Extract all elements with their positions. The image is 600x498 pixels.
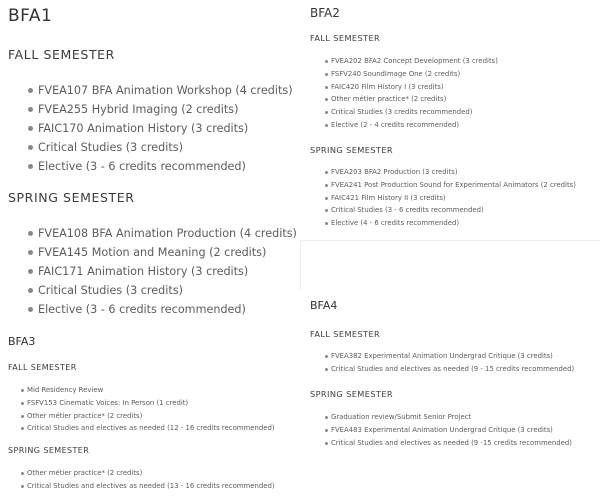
list-item: Critical Studies (3 credits recommended) <box>331 106 498 119</box>
bfa4-spring-list <box>331 411 572 449</box>
list-item: Critical Studies (3 credits) <box>38 138 293 157</box>
list-item: FAIC170 Animation History (3 credits) <box>38 119 293 138</box>
bfa3-fall-list <box>27 384 275 435</box>
bfa2-fall-heading: FALL SEMESTER <box>310 33 381 43</box>
bfa3-panel <box>0 326 300 498</box>
list-item: Other métier practice* (2 credits) <box>331 93 498 106</box>
list-item: FAIC420 Film History I (3 credits) <box>331 81 498 94</box>
list-item: Graduation review/Submit Senior Project <box>331 411 572 424</box>
list-item: FVEA108 BFA Animation Production (4 credits) <box>38 224 297 243</box>
bfa4-fall-list <box>331 350 574 376</box>
list-item: FVEA202 BFA2 Concept Development (3 credits) <box>331 55 498 68</box>
list-item: Other métier practice* (2 credits) <box>27 467 275 480</box>
right-divider <box>300 240 600 241</box>
list-item: Critical Studies and electives as needed (12 - 16 credits recommended) <box>27 422 275 435</box>
bfa1-title: BFA1 <box>8 6 53 26</box>
bfa2-fall-list <box>331 55 498 132</box>
list-item: Critical Studies and electives as needed (13 - 16 credits recommended) <box>27 480 275 493</box>
list-item: FVEA107 BFA Animation Workshop (4 credits) <box>38 81 293 100</box>
list-item: Critical Studies (3 credits) <box>38 281 297 300</box>
list-item: Critical Studies and electives as needed (9 -15 credits recommended) <box>331 437 572 450</box>
bfa2-spring-heading: SPRING SEMESTER <box>310 145 393 155</box>
list-item: FVEA203 BFA2 Production (3 credits) <box>331 166 576 179</box>
list-item: Elective (2 - 4 credits recommended) <box>331 119 498 132</box>
bfa4-spring-heading: SPRING SEMESTER <box>310 389 393 399</box>
bfa2-title: BFA2 <box>310 6 340 20</box>
bfa1-panel <box>0 0 300 326</box>
list-item: Elective (3 - 6 credits recommended) <box>38 157 293 176</box>
bfa1-spring-heading: SPRING SEMESTER <box>8 190 135 205</box>
list-item: FSFV240 SoundImage One (2 credits) <box>331 68 498 81</box>
list-item: FVEA255 Hybrid Imaging (2 credits) <box>38 100 293 119</box>
list-item: FAIC421 Film History II (3 credits) <box>331 192 576 205</box>
bfa4-fall-heading: FALL SEMESTER <box>310 329 381 339</box>
bfa3-spring-list <box>27 467 275 493</box>
list-item: FVEA483 Experimental Animation Undergrad Critique (3 credits) <box>331 424 572 437</box>
bfa4-panel <box>300 290 600 498</box>
list-item: Other métier practice* (2 credits) <box>27 410 275 423</box>
list-item: Critical Studies and electives as needed (9 - 15 credits recommended) <box>331 363 574 376</box>
bfa3-title: BFA3 <box>8 335 36 348</box>
bfa1-fall-heading: FALL SEMESTER <box>8 47 115 62</box>
bfa1-spring-list <box>38 224 297 319</box>
list-item: Elective (3 - 6 credits recommended) <box>38 300 297 319</box>
bfa3-fall-heading: FALL SEMESTER <box>8 363 77 372</box>
list-item: Critical Studies (3 - 6 credits recommended) <box>331 204 576 217</box>
list-item: FVEA382 Experimental Animation Undergrad Critique (3 credits) <box>331 350 574 363</box>
bfa1-fall-list <box>38 81 293 176</box>
bfa2-spring-list <box>331 166 576 230</box>
bfa3-spring-heading: SPRING SEMESTER <box>8 446 90 455</box>
list-item: Elective (4 - 6 credits recommended) <box>331 217 576 230</box>
list-item: FVEA241 Post Production Sound for Experimental Animators (2 credits) <box>331 179 576 192</box>
list-item: FAIC171 Animation History (3 credits) <box>38 262 297 281</box>
bfa4-title: BFA4 <box>310 299 338 312</box>
list-item: FVEA145 Motion and Meaning (2 credits) <box>38 243 297 262</box>
bfa2-panel <box>300 0 600 240</box>
list-item: FSFV153 Cinematic Voices: In Person (1 credit) <box>27 397 275 410</box>
list-item: Mid Residency Review <box>27 384 275 397</box>
